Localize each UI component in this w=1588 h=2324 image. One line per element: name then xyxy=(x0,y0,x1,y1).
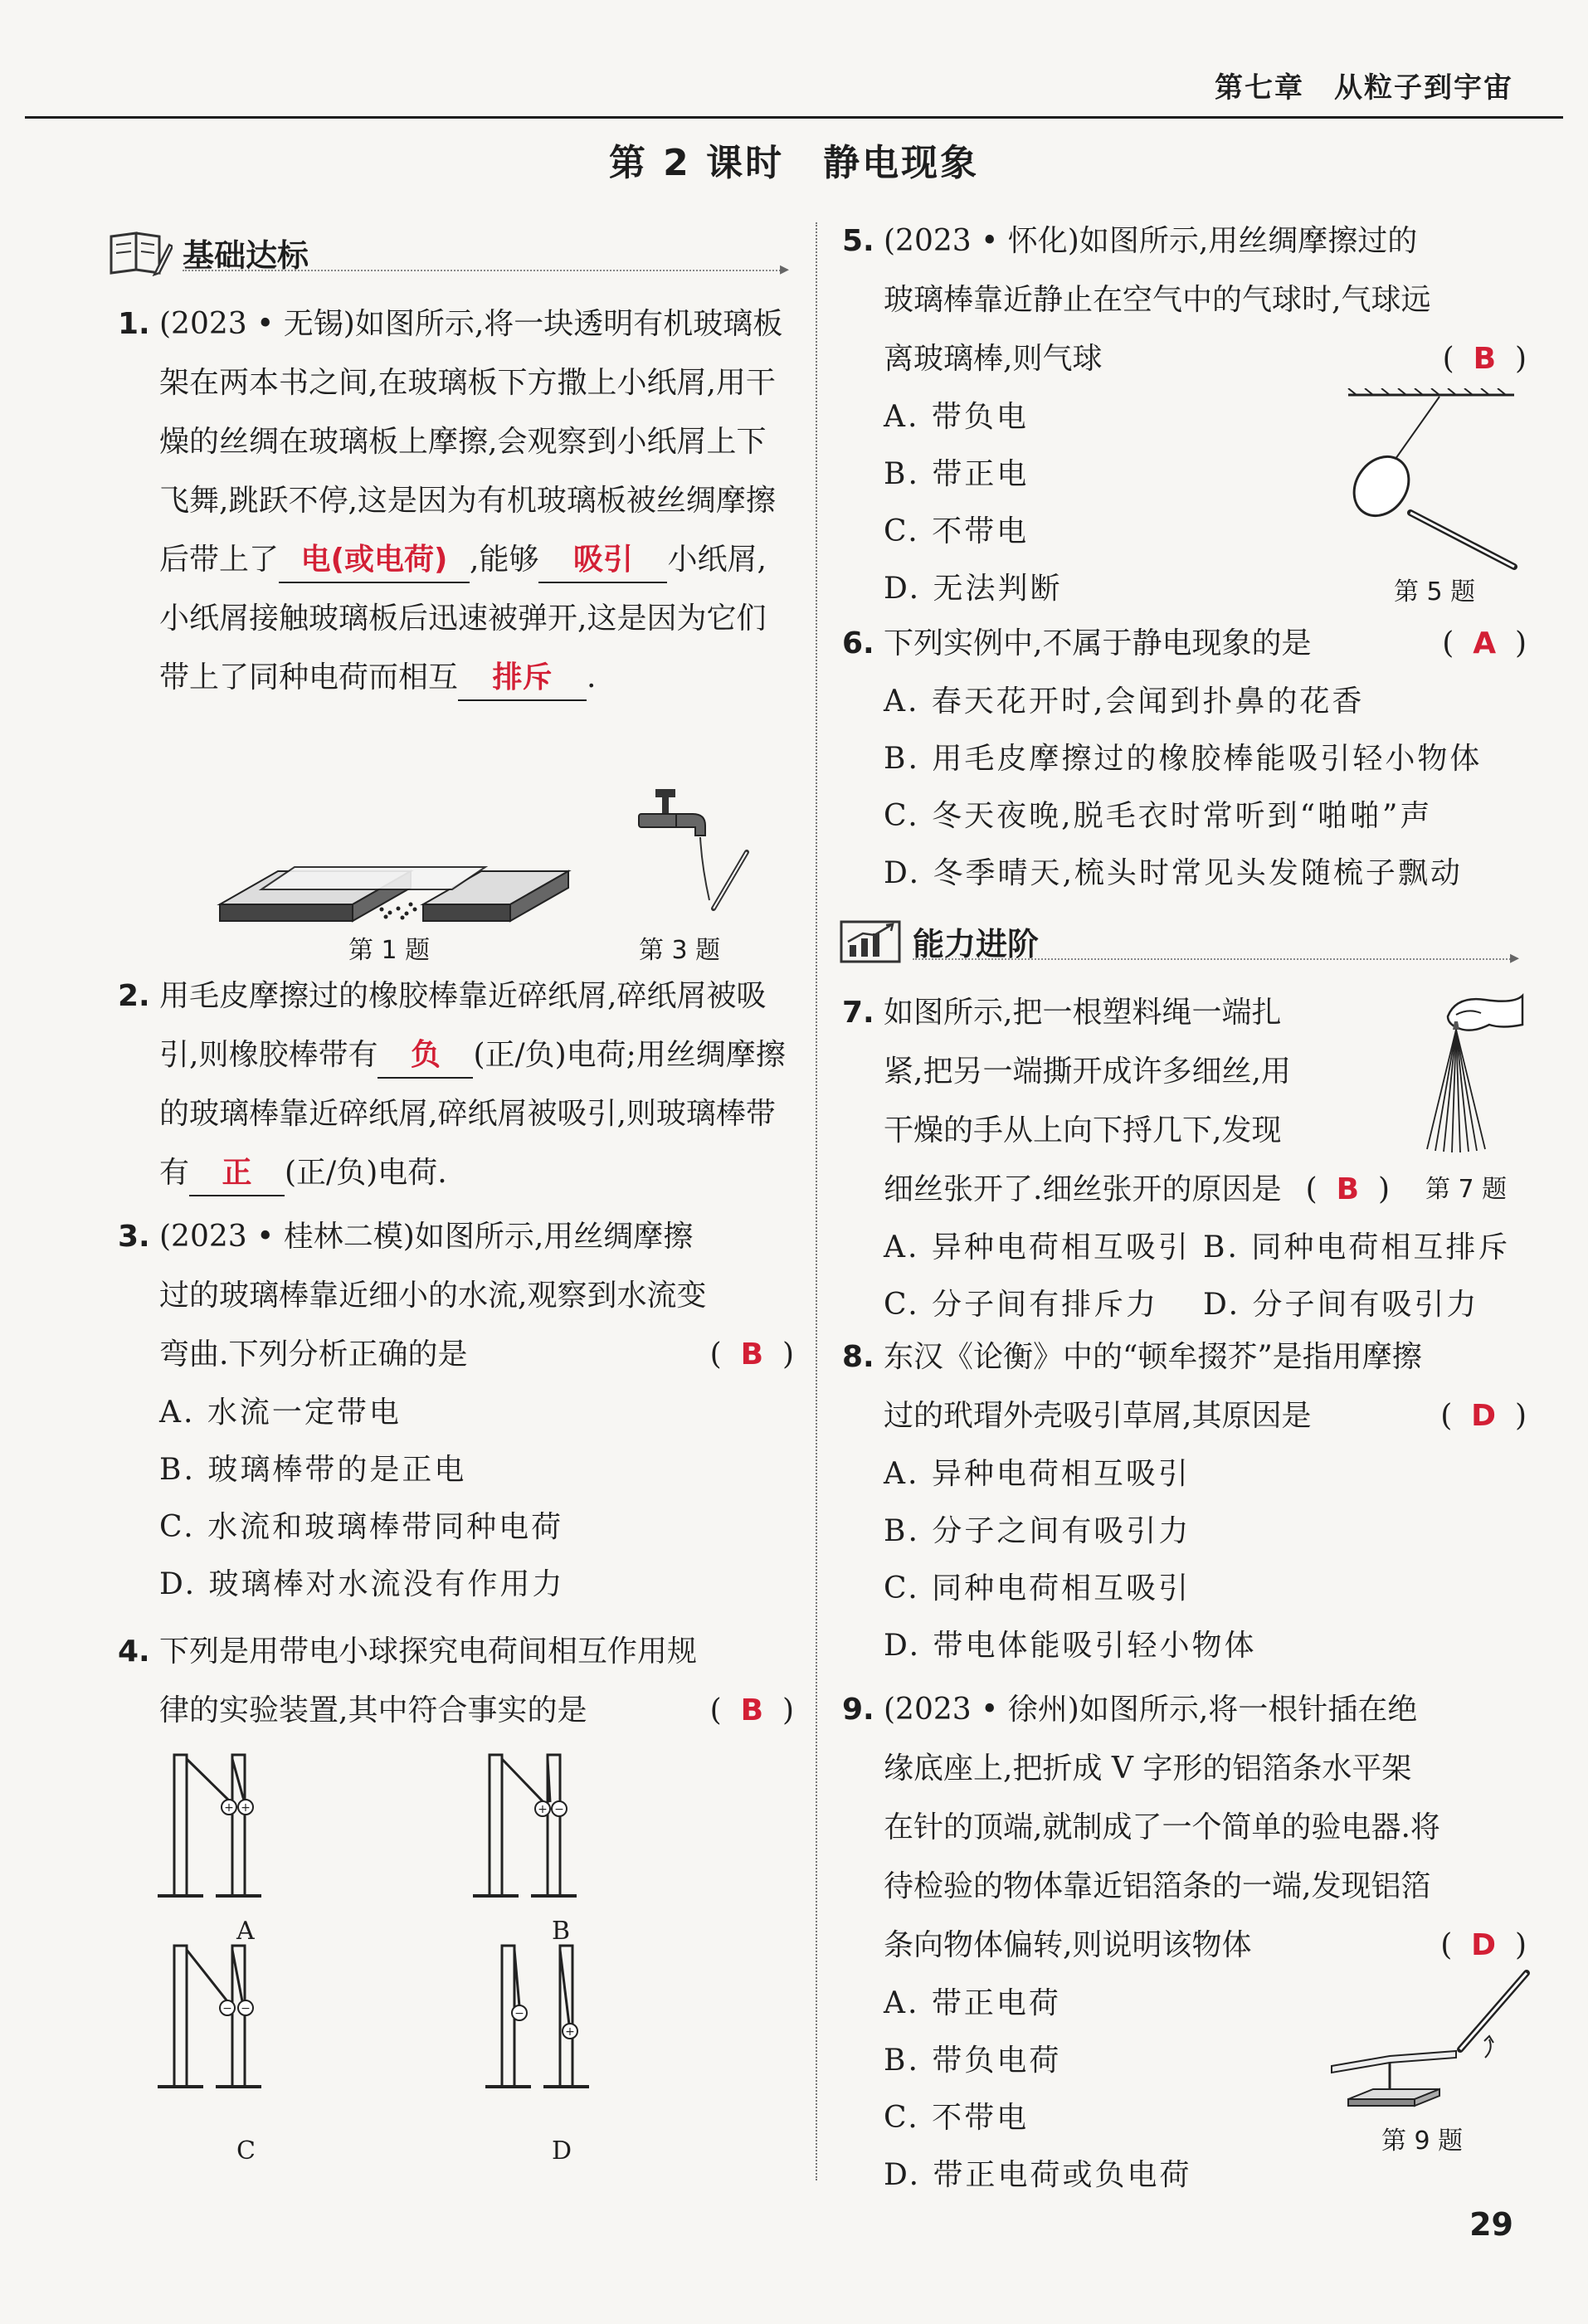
answer: B xyxy=(1336,1172,1360,1206)
figure-3-faucet xyxy=(631,784,755,921)
question-text: ,能够 xyxy=(470,543,539,577)
answer: A xyxy=(1473,626,1497,660)
section-arrow-icon: ▸ xyxy=(780,259,790,280)
question-number: 9. xyxy=(842,1693,874,1727)
option-d: D. 带电体能吸引轻小物体 xyxy=(884,1629,1257,1663)
question-text: (2023 • 徐州)如图所示,将一根针插在绝缘底座上,把折成 V 字形的铝箔条水平架在针的顶端,就制成了一个简单的验电器.将待检验的物体靠近铝箔条的一端,发现铝箔条向物体偏转,则说明该物体 xyxy=(884,1693,1440,1962)
question-text: 用毛皮摩擦过的橡胶棒靠近碎纸屑,碎纸屑被吸引,则橡胶棒带有 xyxy=(159,979,767,1072)
svg-text:+: + xyxy=(241,1801,251,1815)
figure-1-glass-plate xyxy=(212,838,577,929)
book-pencil-icon xyxy=(108,228,173,276)
svg-text:+: + xyxy=(224,1801,234,1815)
answer-blank xyxy=(189,1152,285,1196)
answer: 吸引 xyxy=(572,543,633,577)
option-a: A. 异种电荷相互吸引 xyxy=(884,1457,1191,1491)
answer: 排斥 xyxy=(492,660,553,694)
answer: 正 xyxy=(222,1156,252,1190)
lesson-title: 第 2 课时 静电现象 xyxy=(608,142,980,184)
question-number: 2. xyxy=(118,979,150,1013)
section-advanced-rule xyxy=(913,958,1514,960)
question-number: 8. xyxy=(842,1340,874,1374)
answer: B xyxy=(1473,342,1497,376)
option-d: D. 分子间有吸引力 xyxy=(1203,1288,1479,1322)
left-column-q4 xyxy=(118,1622,794,1740)
svg-text:−: − xyxy=(514,2007,524,2020)
figure-5-balloon xyxy=(1344,388,1518,571)
answer: D xyxy=(1471,1928,1497,1962)
apparatus-b xyxy=(473,1755,577,1896)
apparatus-label-a: A xyxy=(236,1917,255,1946)
question-number: 4. xyxy=(118,1635,150,1669)
option-c: C. 同种电荷相互吸引 xyxy=(884,1571,1191,1605)
option-c: C. 冬天夜晚,脱毛衣时常听到“啪啪”声 xyxy=(884,799,1433,833)
question-text: 东汉《论衡》中的“顿牟掇芥”是指用摩擦过的玳瑁外壳吸引草屑,其原因是 xyxy=(884,1340,1422,1433)
figure-5-caption: 第 5 题 xyxy=(1394,577,1476,607)
option-a: A. 水流一定带电 xyxy=(159,1396,402,1430)
left-column xyxy=(118,295,794,772)
answer-paren: ( B ) xyxy=(1442,342,1527,376)
answer: B xyxy=(740,1337,764,1372)
apparatus-label-b: B xyxy=(552,1917,571,1946)
question-text: (2023 • 无锡)如图所示,将一块透明有机玻璃板架在两本书之间,在玻璃板下方撒上小纸屑,用干燥的丝绸在玻璃板上摩擦,会观察到小纸屑上下飞舞,跳跃不停,这是因为有机玻璃板被丝绸摩擦后带上了 xyxy=(159,307,783,577)
question-text: (2023 • 怀化)如图所示,用丝绸摩擦过的玻璃棒靠近静止在空气中的气球时,气球远离玻璃棒,则气球 xyxy=(884,224,1431,376)
option-c: C. 不带电 xyxy=(884,514,1030,548)
question-text: 如图所示,把一根塑料绳一端扎紧,把另一端撕开成许多细丝,用干燥的手从上向下捋几下,发现细丝张开了.细丝张开的原因是 xyxy=(884,996,1291,1206)
figure-1-caption: 第 1 题 xyxy=(348,936,431,965)
answer: D xyxy=(1471,1399,1497,1433)
option-b: B. 同种电荷相互排斥 xyxy=(1203,1230,1511,1264)
svg-text:+: + xyxy=(565,2025,575,2039)
svg-text:−: − xyxy=(241,2002,251,2015)
question-number: 5. xyxy=(842,224,874,258)
question-2 xyxy=(118,967,794,1202)
header-rule xyxy=(25,116,1563,119)
figure-7-caption: 第 7 题 xyxy=(1425,1175,1508,1204)
option-b: B. 玻璃棒带的是正电 xyxy=(159,1453,467,1487)
answer: 电(或电荷) xyxy=(300,543,448,577)
answer-blank xyxy=(538,538,667,583)
apparatus-label-c: C xyxy=(236,2136,256,2166)
question-number: 1. xyxy=(118,307,150,341)
section-advanced-label: 能力进阶 xyxy=(913,925,1040,962)
answer-blank xyxy=(378,1034,473,1079)
answer: 负 xyxy=(410,1038,441,1072)
apparatus-c xyxy=(158,1946,261,2087)
svg-text:−: − xyxy=(222,2002,232,2015)
apparatus-label-d: D xyxy=(552,2136,572,2166)
question-6 xyxy=(842,614,1527,902)
option-c: C. 不带电 xyxy=(884,2101,1030,2135)
answer-paren: ( B ) xyxy=(1305,1172,1390,1206)
right-column-q8 xyxy=(842,1328,1527,1674)
option-b: B. 带负电荷 xyxy=(884,2044,1062,2078)
svg-text:−: − xyxy=(554,1803,564,1816)
option-a: A. 带负电 xyxy=(884,400,1029,434)
left-column-q2 xyxy=(118,967,794,1202)
figure-9-caption: 第 9 题 xyxy=(1381,2127,1464,2156)
answer-paren: ( D ) xyxy=(1440,1928,1527,1962)
option-b: B. 用毛皮摩擦过的橡胶棒能吸引轻小物体 xyxy=(884,742,1483,776)
question-4 xyxy=(118,1622,794,1740)
answer-paren: ( B ) xyxy=(709,1693,794,1727)
option-d: D. 玻璃棒对水流没有作用力 xyxy=(159,1567,565,1601)
option-a: A. 春天花开时,会闻到扑鼻的花香 xyxy=(884,685,1365,719)
option-b: B. 分子之间有吸引力 xyxy=(884,1514,1191,1548)
right-column-q6 xyxy=(842,614,1527,902)
option-d: D. 带正电荷或负电荷 xyxy=(884,2158,1192,2192)
answer-paren: ( B ) xyxy=(709,1337,794,1372)
answer-blank xyxy=(279,538,470,583)
column-divider xyxy=(816,222,817,2180)
figure-9-electroscope xyxy=(1323,1966,1531,2116)
answer-paren: ( A ) xyxy=(1442,626,1527,660)
section-arrow-icon: ▸ xyxy=(1510,948,1520,968)
question-3 xyxy=(118,1207,794,1613)
question-8 xyxy=(842,1328,1527,1674)
page-number: 29 xyxy=(1469,2206,1513,2243)
answer-blank xyxy=(458,656,587,701)
question-text: 下列是用带电小球探究电荷间相互作用规律的实验装置,其中符合事实的是 xyxy=(159,1635,698,1727)
option-d: D. 冬季晴天,梳头时常见头发随梳子飘动 xyxy=(884,856,1463,890)
option-c: C. 分子间有排斥力 xyxy=(884,1288,1159,1322)
option-b: B. 带正电 xyxy=(884,457,1030,491)
option-a: A. 带正电荷 xyxy=(884,1986,1061,2020)
left-column-q3 xyxy=(118,1207,794,1613)
question-text: (正/负)电荷. xyxy=(285,1156,447,1190)
figure-3-caption: 第 3 题 xyxy=(639,936,721,965)
apparatus-d xyxy=(485,1946,589,2087)
question-number: 6. xyxy=(842,626,874,660)
question-text: (正/负)电荷;用丝绸摩擦的玻璃棒靠近碎纸屑,碎纸屑被吸引,则玻璃棒带有 xyxy=(159,1038,786,1190)
section-basic-rule xyxy=(183,270,784,271)
question-number: 3. xyxy=(118,1220,150,1254)
option-d: D. 无法判断 xyxy=(884,572,1063,606)
svg-text:+: + xyxy=(538,1803,548,1816)
option-c: C. 水流和玻璃棒带同种电荷 xyxy=(159,1510,564,1544)
options-row xyxy=(884,1219,1527,1276)
answer-paren: ( D ) xyxy=(1440,1399,1527,1433)
question-text: . xyxy=(587,660,597,694)
apparatus-a xyxy=(158,1755,261,1896)
answer: B xyxy=(740,1693,764,1727)
section-basic-label: 基础达标 xyxy=(183,236,309,274)
question-1 xyxy=(118,295,794,772)
question-text: (2023 • 桂林二模)如图所示,用丝绸摩擦过的玻璃棒靠近细小的水流,观察到水流变弯曲.下列分析正确的是 xyxy=(159,1220,707,1372)
chart-icon xyxy=(838,917,903,965)
figure-4-apparatus xyxy=(149,1742,614,2091)
options-row xyxy=(884,1276,1527,1333)
question-text: 下列实例中,不属于静电现象的是 xyxy=(884,626,1312,660)
question-number: 7. xyxy=(842,996,874,1030)
option-a: A. 异种电荷相互吸引 xyxy=(884,1230,1191,1264)
figure-7-plastic-strands xyxy=(1423,991,1527,1157)
question-text: 小纸屑,小纸屑接触玻璃板后迅速被弹开,这是因为它们带上了同种电荷而相互 xyxy=(159,543,767,694)
chapter-header: 第七章 从粒子到宇宙 xyxy=(1215,71,1513,105)
